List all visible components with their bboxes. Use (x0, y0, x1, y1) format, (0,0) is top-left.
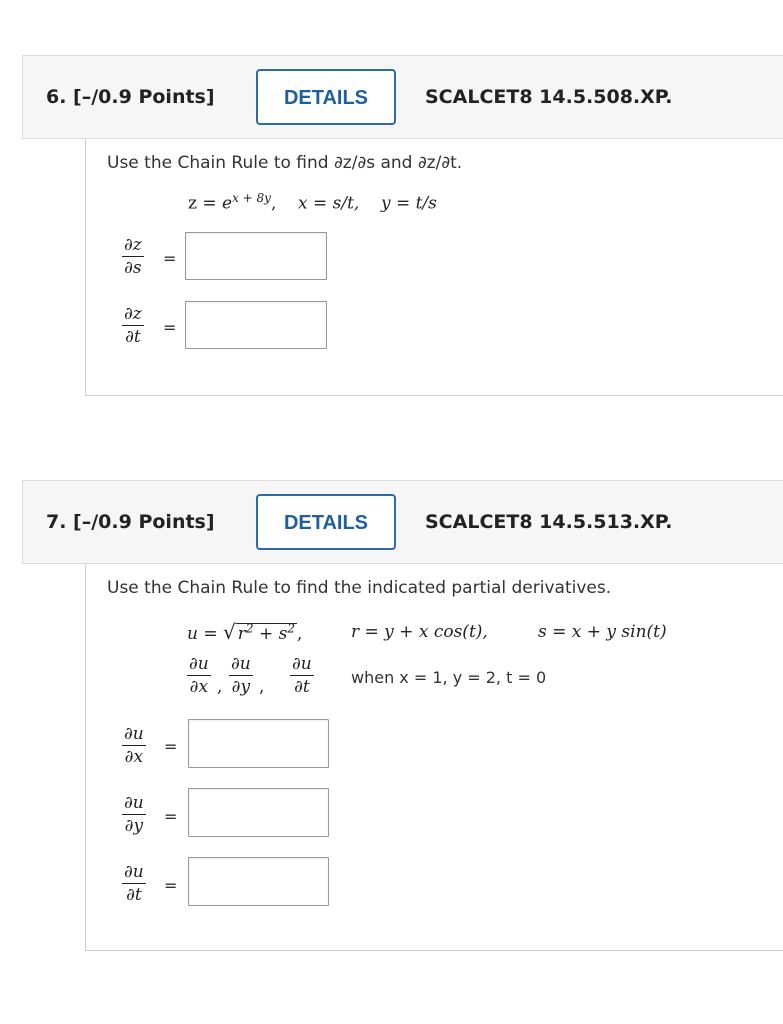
question-6-header (22, 55, 783, 139)
answer-input-dz-ds[interactable] (185, 232, 327, 280)
frac-den: ∂y (124, 816, 144, 836)
partial-list-du-dt (290, 654, 314, 697)
frac-den: ∂x (189, 677, 209, 697)
question-7-header (22, 480, 783, 564)
frac-num: ∂u (124, 793, 144, 813)
frac-num: ∂u (231, 654, 251, 674)
radicand (236, 623, 297, 644)
radicand-s: + s (253, 624, 288, 644)
answer-du-dt-fraction (122, 862, 146, 905)
z-lhs: z = (188, 193, 223, 214)
details-button-q6[interactable]: DETAILS (256, 69, 396, 125)
question-7-label: 7. [–/0.9 Points] (46, 511, 215, 533)
frac-num: ∂z (124, 235, 142, 255)
r-definition: r = y + x cos(t), (351, 622, 488, 642)
question-6-prompt: Use the Chain Rule to find ∂z/∂s and ∂z/∂t. (107, 153, 463, 173)
frac-num: ∂u (124, 724, 144, 744)
frac-num: ∂u (189, 654, 209, 674)
y-definition: y = t/s (380, 193, 437, 214)
question-7-prompt: Use the Chain Rule to find the indicated partial derivatives. (107, 578, 612, 598)
partial-z-s-fraction (122, 235, 144, 278)
answer-du-dy-fraction (122, 793, 146, 836)
equals-sign: = (164, 737, 178, 756)
frac-num: ∂u (124, 862, 144, 882)
frac-den: ∂t (294, 677, 310, 697)
evaluation-condition: when x = 1, y = 2, t = 0 (351, 668, 547, 687)
question-7-code: SCALCET8 14.5.513.XP. (425, 511, 673, 533)
exp-power: x + 8y (232, 191, 271, 205)
exp-base: e (222, 193, 233, 214)
answer-du-dx-fraction (122, 724, 146, 767)
s-definition: s = x + y sin(t) (538, 622, 667, 642)
x-definition: x = s/t, (297, 193, 360, 214)
answer-input-du-dt[interactable] (188, 857, 329, 906)
question-6-equation: $z = e^{x + 8y}$, x = s/t, y = t/s (188, 191, 437, 214)
frac-num: ∂z (124, 304, 142, 324)
u-lhs: u = (187, 624, 224, 644)
equals-sign: = (164, 876, 178, 895)
power-s: 2 (287, 621, 295, 636)
frac-den: ∂t (125, 327, 141, 347)
answer-input-du-dx[interactable] (188, 719, 329, 768)
comma: , (259, 677, 265, 697)
power-r: 2 (245, 621, 254, 636)
sqrt-icon: √ (223, 620, 236, 644)
answer-input-du-dy[interactable] (188, 788, 329, 837)
question-6-label: 6. [–/0.9 Points] (46, 86, 215, 108)
frac-num: ∂u (292, 654, 312, 674)
partial-list-du-dy (229, 654, 253, 697)
frac-den: ∂x (124, 747, 144, 767)
details-button-q7[interactable]: DETAILS (256, 494, 396, 550)
question-6-code: SCALCET8 14.5.508.XP. (425, 86, 673, 108)
question-7-body (85, 564, 783, 951)
frac-den: ∂y (231, 677, 251, 697)
frac-den: ∂s (124, 258, 142, 278)
equals-sign: = (163, 249, 177, 268)
radicand-r: r (237, 624, 246, 644)
comma: , (217, 677, 223, 697)
question-7-u-equation: u = √ $r^2 + s^2$ , (187, 620, 303, 644)
equals-sign: = (164, 807, 178, 826)
partial-list-du-dx (187, 654, 211, 697)
equals-sign: = (163, 318, 177, 337)
answer-input-dz-dt[interactable] (185, 301, 327, 349)
question-6-body (85, 139, 783, 396)
partial-z-t-fraction (122, 304, 144, 347)
frac-den: ∂t (126, 885, 142, 905)
